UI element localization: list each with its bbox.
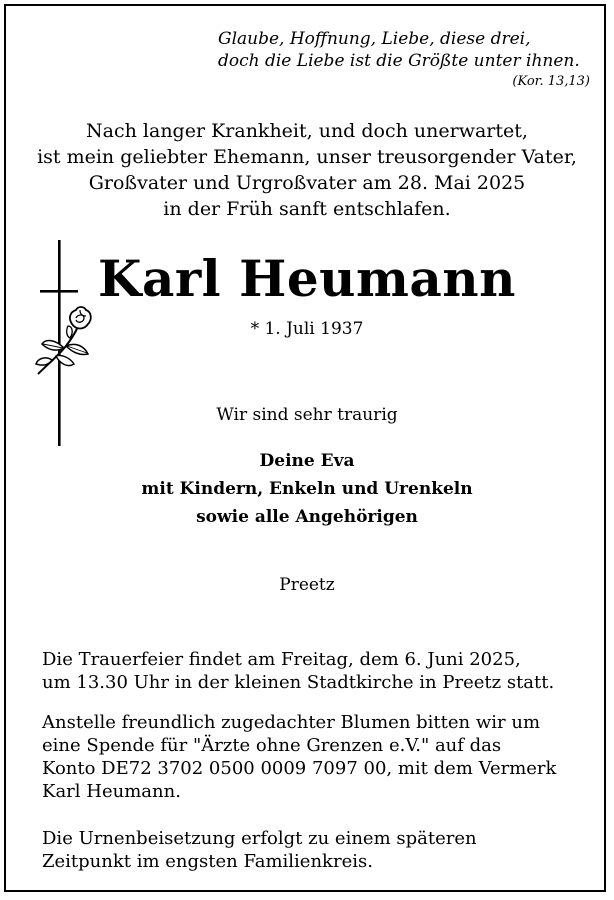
bible-verse: [218, 28, 590, 90]
funeral-line-1: Die Trauerfeier findet am Freitag, dem 6. Juni 2025,: [42, 649, 521, 670]
urn-burial-info: [42, 827, 582, 873]
donation-line-2: eine Spende für "Ärzte ohne Grenzen e.V." auf das: [42, 735, 502, 756]
mourner-line-2: mit Kindern, Enkeln und Urenkeln: [141, 479, 473, 499]
intro-line-1: Nach langer Krankheit, und doch unerwartet,: [86, 120, 528, 142]
donation-line-4: Karl Heumann.: [42, 781, 181, 802]
intro-line-3: Großvater und Urgroßvater am 28. Mai 2025: [88, 172, 526, 194]
verse-reference: (Kor. 13,13): [512, 74, 590, 89]
mourners-list: [0, 447, 614, 531]
intro-line-4: in der Früh sanft entschlafen.: [163, 198, 451, 220]
verse-line-1: Glaube, Hoffnung, Liebe, diese drei,: [218, 29, 531, 49]
funeral-info: [42, 648, 582, 694]
mourner-line-3: sowie alle Angehörigen: [196, 507, 418, 527]
death-announcement: [20, 118, 594, 222]
urn-line-1: Die Urnenbeisetzung erfolgt zu einem späteren: [42, 828, 477, 849]
urn-line-2: Zeitpunkt im engsten Familienkreis.: [42, 851, 373, 872]
donation-line-3: Konto DE72 3702 0500 0009 7097 00, mit dem Vermerk: [42, 758, 557, 779]
mourner-line-1: Deine Eva: [259, 451, 355, 471]
sad-line: Wir sind sehr traurig: [216, 405, 398, 425]
funeral-line-2: um 13.30 Uhr in der kleinen Stadtkirche in Preetz statt.: [42, 672, 555, 693]
deceased-name: Karl Heumann: [97, 249, 516, 308]
intro-line-2: ist mein geliebter Ehemann, unser treusorgender Vater,: [37, 146, 577, 168]
donation-line-1: Anstelle freundlich zugedachter Blumen bitten wir um: [42, 712, 541, 733]
verse-line-2: doch die Liebe ist die Größte unter ihnen.: [218, 51, 580, 71]
birth-date: * 1. Juli 1937: [250, 319, 364, 339]
place-name: Preetz: [279, 575, 335, 595]
donation-info: [42, 711, 582, 803]
